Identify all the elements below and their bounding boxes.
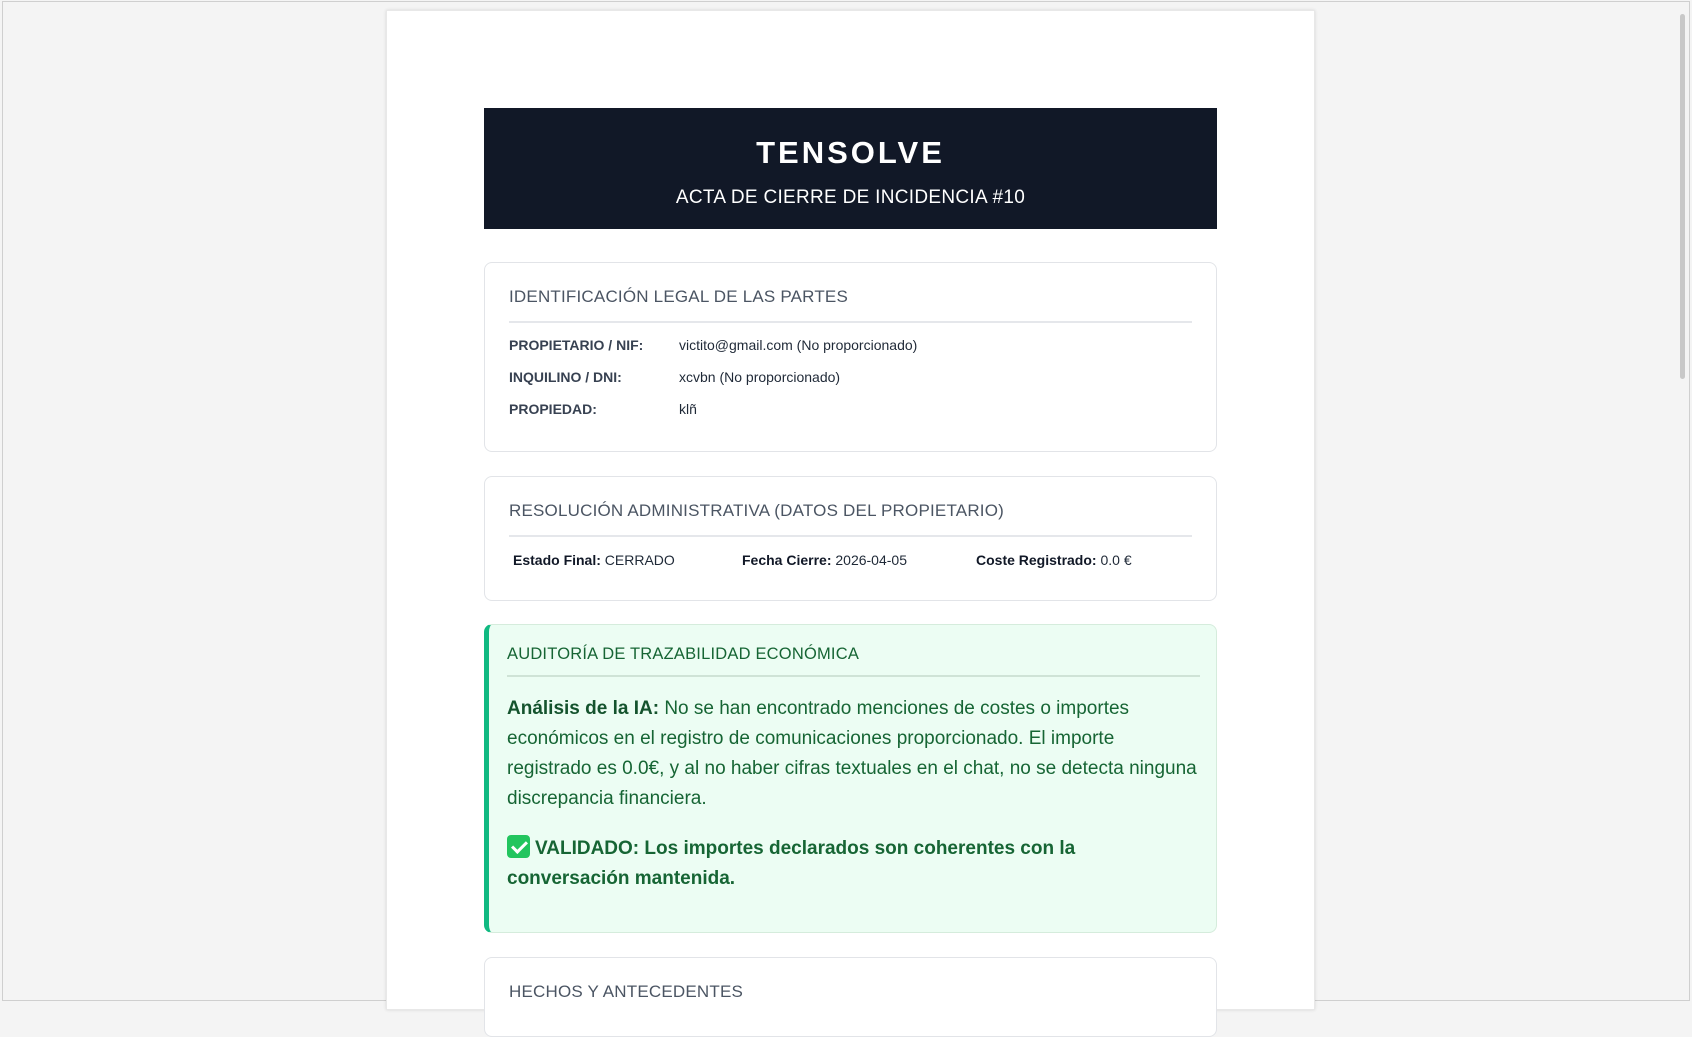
vertical-scrollbar[interactable] [1677,4,1687,1000]
ai-analysis-label: Análisis de la IA: [507,698,660,719]
facts-section-title: HECHOS Y ANTECEDENTES [509,982,744,1001]
report-subtitle: ACTA DE CIERRE DE INCIDENCIA #10 [675,187,1026,208]
closing-date-value: 2026-04-05 [835,552,907,568]
closing-date [742,552,907,568]
final-status-label: Estado Final: [513,552,601,568]
registered-cost-label: Coste Registrado: [976,552,1097,568]
closing-date-label: Fecha Cierre: [742,552,832,568]
party-value: xcvbn (No proporcionado) [679,369,841,385]
report-header [484,108,1217,229]
resolution-section-title: RESOLUCIÓN ADMINISTRATIVA (DATOS DEL PROPIETARIO) [509,501,1192,537]
ai-analysis [507,694,1198,814]
validation-text: VALIDADO: Los importes declarados son coherentes con la conversación mantenida. [507,838,1076,889]
facts-section [484,957,1217,1037]
check-mark-icon [507,835,530,858]
audit-section [484,624,1217,933]
audit-section-title: AUDITORÍA DE TRAZABILIDAD ECONÓMICA [507,645,1200,677]
ai-analysis-text: No se han encontrado menciones de costes o importes económicos en el registro de comunicaciones proporcionado. El importe registrado es 0.0€, y al no haber cifras textuales en el chat, no se detecta ninguna discrepancia financiera. [507,698,1197,809]
party-label: PROPIEDAD: [509,401,597,417]
final-status [513,552,675,568]
party-label: INQUILINO / DNI: [509,369,622,385]
party-label: PROPIETARIO / NIF: [509,337,644,353]
document-viewer [2,1,1690,1001]
registered-cost [976,552,1132,568]
validation-message [507,834,1198,894]
parties-section [484,262,1217,452]
registered-cost-value: 0.0 € [1100,552,1132,568]
document-page [386,10,1315,1010]
resolution-section [484,476,1217,601]
brand-title: TENSOLVE [756,135,945,170]
scrollbar-thumb[interactable] [1680,14,1685,379]
party-value: victito@gmail.com (No proporcionado) [679,337,918,353]
parties-section-title: IDENTIFICACIÓN LEGAL DE LAS PARTES [509,287,1192,323]
party-value: klñ [679,401,697,417]
final-status-value: CERRADO [604,552,675,568]
